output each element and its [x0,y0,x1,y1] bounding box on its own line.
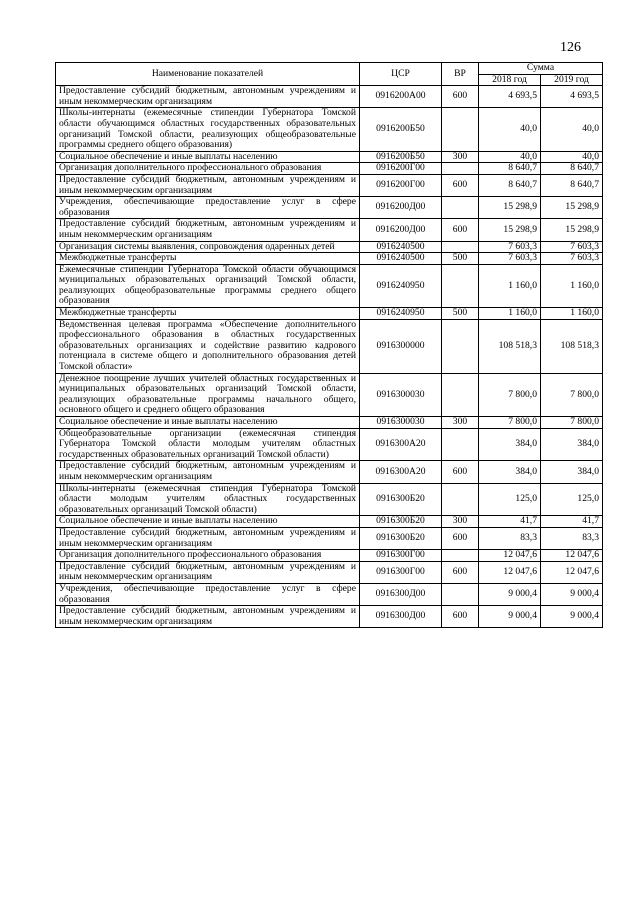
table-row [56,461,603,483]
table-header [56,63,603,86]
row-csr: 0916240500 [360,241,442,253]
row-value-2019: 9 000,4 [541,583,603,605]
row-value-2018: 125,0 [479,483,541,516]
row-vr: 600 [442,174,479,196]
row-value-2019: 12 047,6 [541,550,603,562]
table-row [56,86,603,108]
row-csr: 0916300Д00 [360,583,442,605]
row-value-2019: 4 693,5 [541,86,603,108]
row-name: Предоставление субсидий бюджетным, автономным учреждениям и иным некоммерческим организациям [56,461,360,483]
header-row [56,63,603,75]
row-vr [442,163,479,175]
row-value-2018: 9 000,4 [479,606,541,628]
table-body [56,86,603,628]
row-name: Предоставление субсидий бюджетным, автономным учреждениям и иным некоммерческим организациям [56,606,360,628]
row-value-2018: 83,3 [479,527,541,549]
row-csr: 0916200Д00 [360,197,442,219]
header-csr: ЦСР [360,63,442,86]
row-value-2018: 8 640,7 [479,163,541,175]
row-name: Ведомственная целевая программа «Обеспечение дополнительного профессионального образования в областных государственных образовательных организациях и содействие развитию кадрового потенциала в системе общего и дополнительного образования детей Томской области» [56,319,360,373]
row-vr: 600 [442,219,479,241]
table-row [56,516,603,528]
row-vr [442,550,479,562]
row-vr [442,197,479,219]
row-csr: 0916240950 [360,264,442,307]
row-vr: 300 [442,516,479,528]
row-value-2019: 8 640,7 [541,174,603,196]
budget-table [55,62,603,628]
row-name: Предоставление субсидий бюджетным, автономным учреждениям и иным некоммерческим организациям [56,86,360,108]
row-value-2018: 7 603,3 [479,253,541,265]
row-value-2018: 12 047,6 [479,550,541,562]
row-value-2018: 1 160,0 [479,308,541,320]
row-value-2019: 8 640,7 [541,163,603,175]
table-row [56,583,603,605]
row-csr: 0916200Г00 [360,174,442,196]
row-value-2018: 1 160,0 [479,264,541,307]
table-row [56,151,603,163]
row-value-2019: 41,7 [541,516,603,528]
row-name: Ежемесячные стипендии Губернатора Томской области обучающимся муниципальных образовательных организаций Томской области, реализующих общеобразовательные программы среднего общего образования [56,264,360,307]
row-vr: 500 [442,253,479,265]
table-row [56,428,603,461]
row-name: Учреждения, обеспечивающие предоставление услуг в сфере образования [56,583,360,605]
row-value-2018: 7 603,3 [479,241,541,253]
row-vr: 500 [442,308,479,320]
table-row [56,527,603,549]
row-value-2018: 15 298,9 [479,219,541,241]
header-name: Наименование показателей [56,63,360,86]
row-vr [442,319,479,373]
row-value-2018: 40,0 [479,151,541,163]
table-row [56,219,603,241]
table-row [56,241,603,253]
table-row [56,253,603,265]
row-value-2018: 41,7 [479,516,541,528]
row-name: Денежное поощрение лучших учителей областных государственных и муниципальных образовательных организаций Томской области, реализующих образовательные программы начального общего, основного общего и среднего общего образования [56,373,360,416]
row-value-2018: 7 800,0 [479,417,541,429]
row-value-2019: 7 603,3 [541,241,603,253]
row-vr: 600 [442,86,479,108]
header-2018: 2018 год [479,74,541,86]
row-name: Организация системы выявления, сопровождения одаренных детей [56,241,360,253]
row-value-2019: 125,0 [541,483,603,516]
table-row [56,197,603,219]
row-vr: 600 [442,527,479,549]
row-csr: 0916200Д00 [360,219,442,241]
row-csr: 0916300Б20 [360,527,442,549]
row-value-2019: 40,0 [541,108,603,151]
row-value-2019: 7 603,3 [541,253,603,265]
row-value-2018: 9 000,4 [479,583,541,605]
row-csr: 0916240500 [360,253,442,265]
row-csr: 0916200Б50 [360,151,442,163]
row-vr: 600 [442,561,479,583]
row-csr: 0916300А20 [360,461,442,483]
row-name: Социальное обеспечение и иные выплаты населению [56,516,360,528]
row-value-2018: 12 047,6 [479,561,541,583]
table-row [56,308,603,320]
row-name: Предоставление субсидий бюджетным, автономным учреждениям и иным некоммерческим организациям [56,527,360,549]
row-vr [442,483,479,516]
table-row [56,174,603,196]
row-csr: 0916200А00 [360,86,442,108]
table-row [56,483,603,516]
row-name: Организация дополнительного профессионального образования [56,163,360,175]
row-value-2019: 108 518,3 [541,319,603,373]
row-vr [442,264,479,307]
row-vr [442,373,479,416]
table-row [56,108,603,151]
row-csr: 0916300Б20 [360,483,442,516]
row-name: Учреждения, обеспечивающие предоставление услуг в сфере образования [56,197,360,219]
row-value-2018: 108 518,3 [479,319,541,373]
row-csr: 0916300Г00 [360,561,442,583]
row-value-2019: 1 160,0 [541,264,603,307]
row-name: Межбюджетные трансферты [56,308,360,320]
row-value-2019: 7 800,0 [541,373,603,416]
table-row [56,319,603,373]
row-vr [442,108,479,151]
row-name: Школы-интернаты (ежемесячные стипендии Губернатора Томской области обучающимся областных государственных образовательных организаций Томской области, реализующих общеобразовательные программы среднего общего образования) [56,108,360,151]
row-name: Предоставление субсидий бюджетным, автономным учреждениям и иным некоммерческим организациям [56,219,360,241]
row-value-2019: 83,3 [541,527,603,549]
row-value-2018: 384,0 [479,428,541,461]
header-2019: 2019 год [541,74,603,86]
table-row [56,417,603,429]
table-row [56,163,603,175]
row-name: Предоставление субсидий бюджетным, автономным учреждениям и иным некоммерческим организациям [56,174,360,196]
row-value-2019: 15 298,9 [541,197,603,219]
row-name: Школы-интернаты (ежемесячная стипендия Губернатора Томской области молодым учителям областных государственных образовательных организаций Томской области) [56,483,360,516]
row-value-2018: 8 640,7 [479,174,541,196]
row-vr [442,241,479,253]
table-row [56,606,603,628]
table-row [56,264,603,307]
row-value-2019: 384,0 [541,461,603,483]
row-vr: 300 [442,151,479,163]
row-csr: 0916300Д00 [360,606,442,628]
row-name: Предоставление субсидий бюджетным, автономным учреждениям и иным некоммерческим организациям [56,561,360,583]
row-value-2019: 7 800,0 [541,417,603,429]
row-vr: 600 [442,461,479,483]
row-csr: 0916300Б20 [360,516,442,528]
row-csr: 0916300А20 [360,428,442,461]
header-sum: Сумма [479,63,603,75]
row-value-2018: 40,0 [479,108,541,151]
table-row [56,373,603,416]
row-value-2018: 7 800,0 [479,373,541,416]
row-vr [442,583,479,605]
row-vr: 300 [442,417,479,429]
row-name: Организация дополнительного профессионального образования [56,550,360,562]
row-vr [442,428,479,461]
row-csr: 0916300Г00 [360,550,442,562]
row-csr: 0916300000 [360,319,442,373]
row-name: Общеобразовательные организации (ежемесячная стипендия Губернатора Томской области молодым учителям областных государственных образовательных организаций Томской области) [56,428,360,461]
row-csr: 0916300030 [360,417,442,429]
row-value-2019: 384,0 [541,428,603,461]
row-csr: 0916300030 [360,373,442,416]
row-csr: 0916200Б50 [360,108,442,151]
row-vr: 600 [442,606,479,628]
row-value-2018: 4 693,5 [479,86,541,108]
row-value-2019: 15 298,9 [541,219,603,241]
page-number: 126 [560,40,581,55]
row-value-2019: 1 160,0 [541,308,603,320]
row-value-2018: 15 298,9 [479,197,541,219]
row-csr: 0916200Г00 [360,163,442,175]
row-value-2018: 384,0 [479,461,541,483]
row-name: Социальное обеспечение и иные выплаты населению [56,417,360,429]
row-value-2019: 9 000,4 [541,606,603,628]
row-value-2019: 40,0 [541,151,603,163]
row-name: Межбюджетные трансферты [56,253,360,265]
row-csr: 0916240950 [360,308,442,320]
header-vr: ВР [442,63,479,86]
row-name: Социальное обеспечение и иные выплаты населению [56,151,360,163]
row-value-2019: 12 047,6 [541,561,603,583]
table-row [56,561,603,583]
table-row [56,550,603,562]
